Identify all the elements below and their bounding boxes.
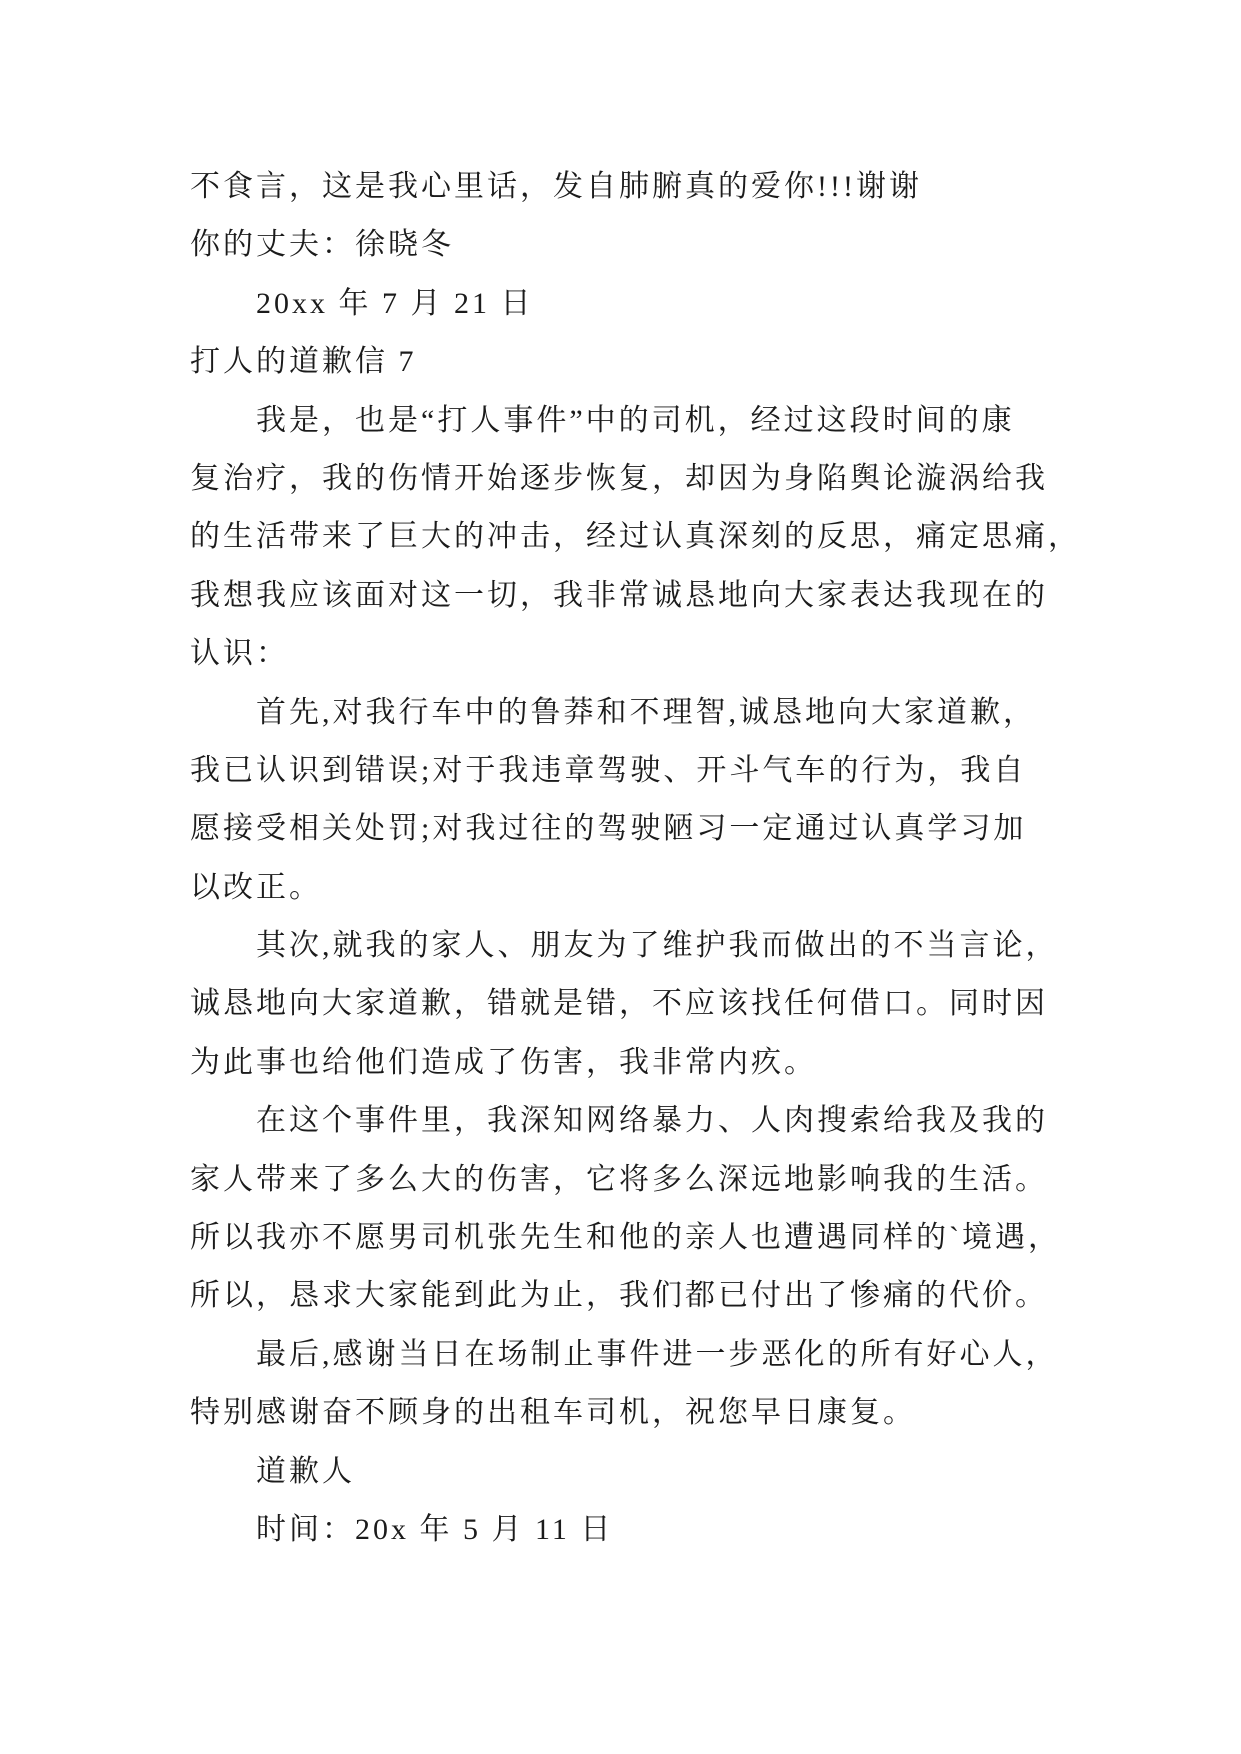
paragraph-line: 为此事也给他们造成了伤害，我非常内疚。 bbox=[190, 1045, 817, 1079]
paragraph-3 bbox=[190, 917, 1190, 1092]
paragraph-line: 其次,就我的家人、朋友为了维护我而做出的不当言论， bbox=[256, 929, 1059, 963]
page-text bbox=[190, 158, 1190, 1559]
paragraph-line: 的生活带来了巨大的冲击，经过认真深刻的反思，痛定思痛， bbox=[190, 520, 1081, 554]
paragraph-2 bbox=[190, 684, 1190, 918]
paragraph-line: 以改正。 bbox=[190, 870, 322, 904]
paragraph-line: 愿接受相关处罚;对我过往的驾驶陋习一定通过认真学习加 bbox=[190, 812, 1027, 846]
paragraph-line: 所以我亦不愿男司机张先生和他的亲人也遭遇同样的`境遇， bbox=[190, 1221, 1061, 1255]
paragraph-line: 我是，也是“打人事件”中的司机，经过这段时间的康 bbox=[256, 403, 1015, 437]
paragraph-line: 首先,对我行车中的鲁莽和不理智,诚恳地向大家道歉， bbox=[256, 695, 1036, 729]
paragraph-line: 我已认识到错误;对于我违章驾驶、开斗气车的行为，我自 bbox=[190, 753, 1027, 787]
paragraph-line: 在这个事件里，我深知网络暴力、人肉搜索给我及我的 bbox=[256, 1104, 1048, 1138]
preceding-letter-signature: 你的丈夫：徐晓冬 bbox=[190, 228, 454, 262]
letter-title: 打人的道歉信 7 bbox=[190, 345, 417, 379]
paragraph-5 bbox=[190, 1326, 1190, 1443]
preceding-letter-closing-line: 不食言，这是我心里话，发自肺腑真的爱你!!!谢谢 bbox=[190, 170, 922, 203]
paragraph-1 bbox=[190, 392, 1190, 684]
paragraph-line: 家人带来了多么大的伤害，它将多么深远地影响我的生活。 bbox=[190, 1162, 1048, 1196]
paragraph-line: 诚恳地向大家道歉，错就是错，不应该找任何借口。同时因 bbox=[190, 987, 1048, 1021]
letter-date: 时间：20x 年 5 月 11 日 bbox=[256, 1512, 614, 1546]
paragraph-4 bbox=[190, 1092, 1190, 1326]
paragraph-line: 认识： bbox=[190, 637, 289, 671]
paragraph-line: 我想我应该面对这一切，我非常诚恳地向大家表达我现在的 bbox=[190, 578, 1048, 612]
preceding-letter-date: 20xx 年 7 月 21 日 bbox=[256, 286, 534, 320]
letter-signature: 道歉人 bbox=[256, 1454, 355, 1488]
paragraph-line: 最后,感谢当日在场制止事件进一步恶化的所有好心人， bbox=[256, 1337, 1059, 1371]
paragraph-line: 特别感谢奋不顾身的出租车司机，祝您早日康复。 bbox=[190, 1396, 916, 1430]
paragraph-line: 复治疗，我的伤情开始逐步恢复，却因为身陷舆论漩涡给我 bbox=[190, 461, 1048, 495]
paragraph-line: 所以，恳求大家能到此为止，我们都已付出了惨痛的代价。 bbox=[190, 1279, 1048, 1313]
